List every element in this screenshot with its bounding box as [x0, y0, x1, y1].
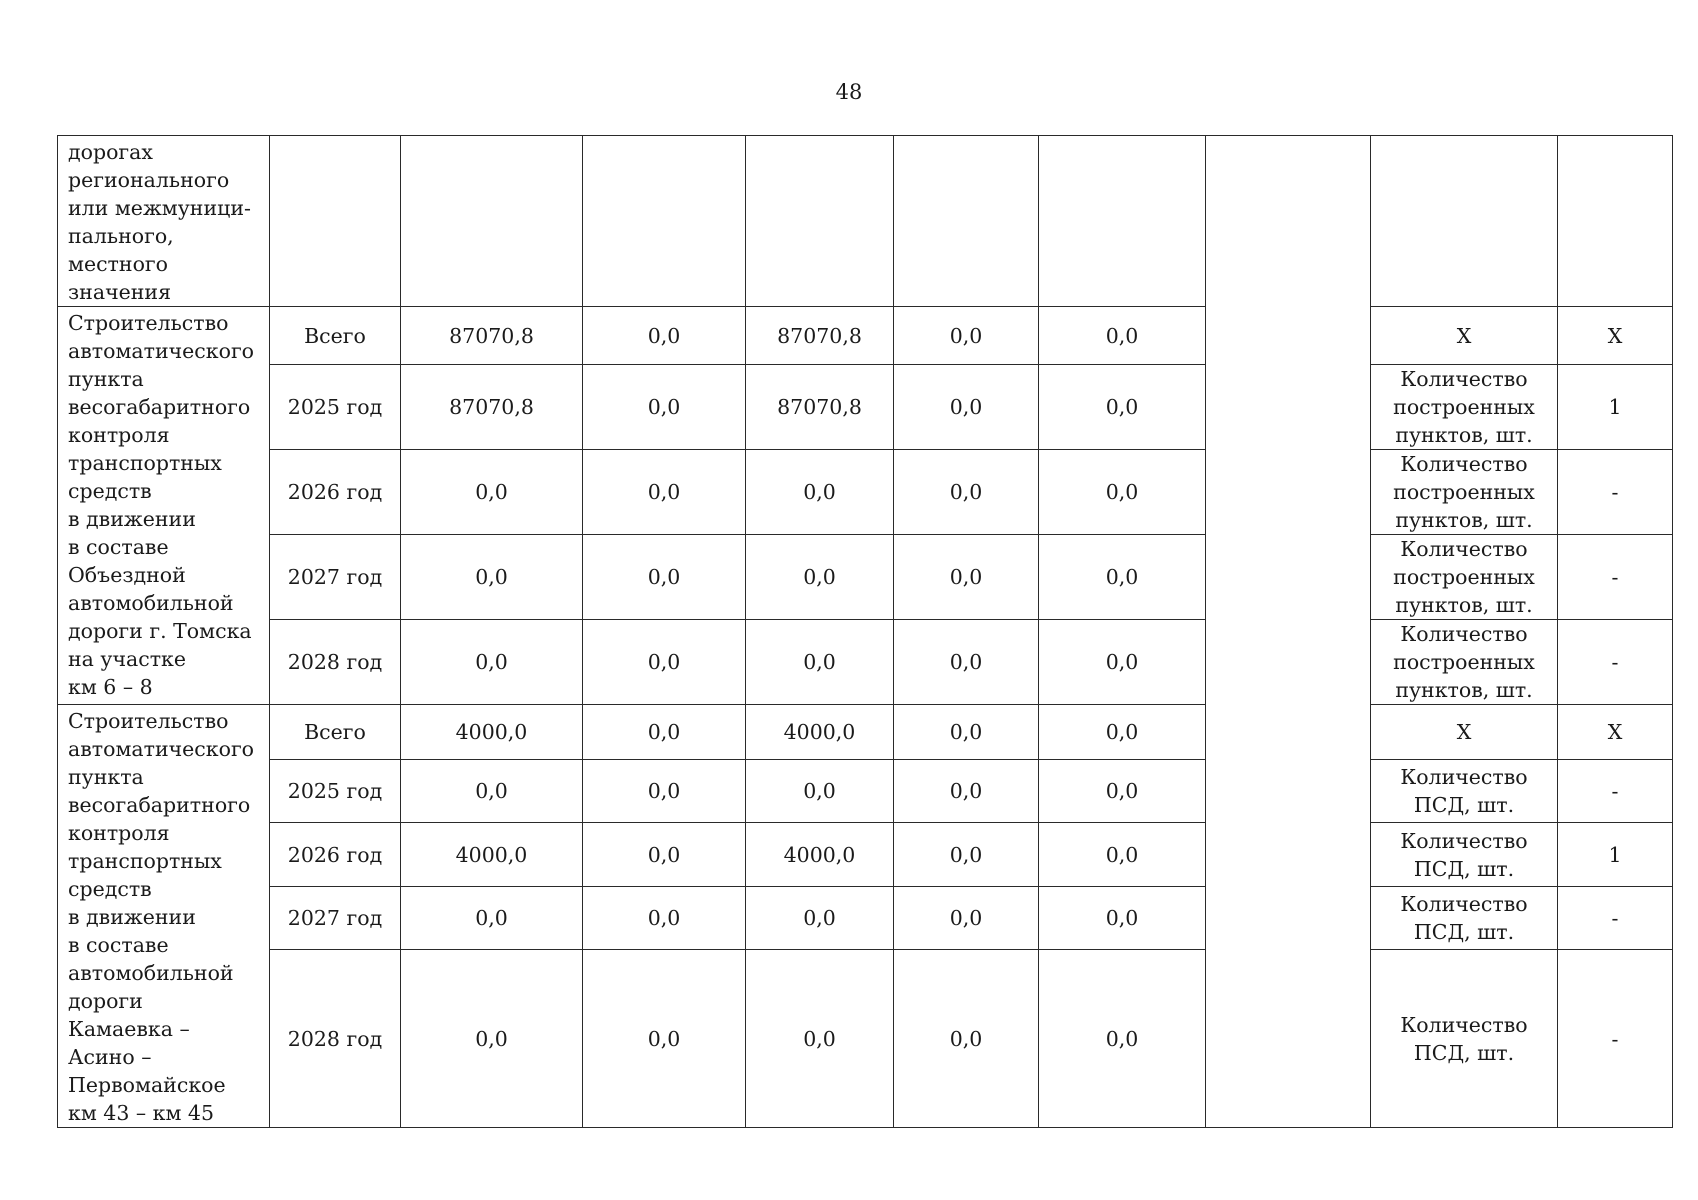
indicator-value-cell: Х	[1558, 307, 1673, 365]
indicator-line: ПСД, шт.	[1413, 856, 1515, 881]
item-name-line: в составе	[68, 933, 169, 957]
indicator-line: ПСД, шт.	[1413, 920, 1515, 945]
total-cell: 0,0	[401, 620, 583, 705]
item-name-line: Камаевка –	[68, 1017, 190, 1041]
table-row	[58, 759, 1673, 823]
empty-cell	[401, 136, 583, 307]
indicator-line: Количество	[1400, 765, 1528, 790]
item-name-line: Строительство	[68, 709, 229, 733]
funding-cell: 0,0	[583, 307, 746, 365]
item-name-line: контроля	[68, 821, 170, 845]
period-cell: 2028 год	[270, 620, 401, 705]
indicator-cell	[1371, 705, 1558, 760]
item-name-line: км 43 – км 45	[68, 1101, 215, 1125]
funding-cell: 0,0	[583, 823, 746, 887]
indicator-line: построенных	[1393, 565, 1535, 589]
budget-table	[57, 135, 1673, 1128]
indicator-line: пунктов, шт.	[1395, 508, 1533, 532]
funding-cell: 0,0	[894, 620, 1039, 705]
funding-cell: 0,0	[1039, 705, 1206, 760]
item-name-line: контроля	[68, 423, 170, 447]
indicator-line: построенных	[1393, 480, 1535, 504]
funding-cell: 0,0	[894, 535, 1039, 620]
funding-cell: 0,0	[894, 823, 1039, 887]
item-name-line: весогабаритного	[68, 793, 251, 817]
indicator-cell	[1371, 307, 1558, 365]
indicator-value-cell: Х	[1558, 705, 1673, 760]
item-name-line: весогабаритного	[68, 395, 251, 419]
total-cell: 0,0	[401, 450, 583, 535]
funding-cell: 0,0	[1039, 950, 1206, 1128]
indicator-value-cell: -	[1558, 759, 1673, 823]
indicator-value-cell: -	[1558, 450, 1673, 535]
total-cell: 87070,8	[401, 365, 583, 450]
funding-cell: 0,0	[746, 950, 894, 1128]
indicator-line: ПСД, шт.	[1413, 793, 1515, 818]
item-name-line: дорогах	[68, 140, 153, 164]
total-cell: 0,0	[401, 759, 583, 823]
item-name-line: или межмуници-	[68, 196, 251, 220]
indicator-cell	[1371, 950, 1558, 1128]
indicator-line: Количество	[1400, 892, 1528, 917]
item-name-line: пункта	[68, 367, 144, 391]
indicator-cell	[1371, 365, 1558, 450]
item-name-line: средств	[68, 877, 152, 901]
funding-cell: 87070,8	[746, 307, 894, 365]
funding-cell: 4000,0	[746, 705, 894, 760]
funding-cell: 87070,8	[746, 365, 894, 450]
indicator-line: Количество	[1400, 367, 1528, 391]
empty-cell	[1039, 136, 1206, 307]
indicator-value-cell: 1	[1558, 823, 1673, 887]
table-row	[58, 365, 1673, 450]
item-name-line: Строительство	[68, 311, 229, 335]
indicator-cell	[1371, 759, 1558, 823]
item-name-line: в движении	[68, 507, 196, 531]
period-cell: 2025 год	[270, 759, 401, 823]
item-name-line: Асино –	[68, 1045, 152, 1069]
funding-cell: 0,0	[583, 886, 746, 950]
empty-cell	[1371, 136, 1558, 307]
funding-cell: 0,0	[894, 307, 1039, 365]
item-name-line: в движении	[68, 905, 196, 929]
item-name-line: пального,	[68, 224, 174, 248]
funding-cell: 0,0	[583, 620, 746, 705]
indicator-cell	[1371, 535, 1558, 620]
item-name-line: местного	[68, 252, 168, 276]
funding-cell: 0,0	[583, 535, 746, 620]
period-cell: 2026 год	[270, 823, 401, 887]
period-cell: 2025 год	[270, 365, 401, 450]
period-cell: 2027 год	[270, 886, 401, 950]
funding-cell: 0,0	[1039, 759, 1206, 823]
indicator-value-cell: -	[1558, 886, 1673, 950]
funding-cell: 0,0	[1039, 307, 1206, 365]
indicator-line: Количество	[1400, 1012, 1528, 1037]
table-row	[58, 705, 1673, 760]
funding-cell: 0,0	[1039, 620, 1206, 705]
item-name-line: дороги	[68, 989, 143, 1013]
indicator-cell	[1371, 450, 1558, 535]
item-name-line: значения	[68, 280, 172, 304]
period-cell: 2026 год	[270, 450, 401, 535]
funding-cell: 0,0	[583, 759, 746, 823]
item-name-line: транспортных	[68, 451, 222, 475]
item-name-line: регионального	[68, 168, 230, 192]
funding-cell: 0,0	[746, 759, 894, 823]
indicator-line: Количество	[1400, 452, 1528, 476]
table-row	[58, 307, 1673, 365]
item-name-line: Первомайское	[68, 1073, 226, 1097]
indicator-line: Х	[1456, 323, 1472, 348]
funding-cell: 0,0	[894, 450, 1039, 535]
period-cell: 2028 год	[270, 950, 401, 1128]
funding-cell: 0,0	[746, 450, 894, 535]
item-name-line: средств	[68, 479, 152, 503]
table-row	[58, 823, 1673, 887]
funding-cell: 0,0	[583, 950, 746, 1128]
funding-cell: 0,0	[1039, 450, 1206, 535]
funding-cell: 0,0	[583, 705, 746, 760]
period-cell: Всего	[270, 307, 401, 365]
table-row	[58, 450, 1673, 535]
page-number: 48	[835, 80, 863, 104]
item-name-line: пункта	[68, 765, 144, 789]
total-cell: 0,0	[401, 950, 583, 1128]
funding-cell: 0,0	[746, 535, 894, 620]
item-name-line: на участке	[68, 647, 187, 671]
funding-cell: 0,0	[894, 365, 1039, 450]
funding-cell: 0,0	[1039, 365, 1206, 450]
indicator-value-cell: -	[1558, 535, 1673, 620]
period-cell: 2027 год	[270, 535, 401, 620]
item-name-cell	[58, 307, 270, 705]
funding-cell: 0,0	[894, 759, 1039, 823]
funding-cell: 0,0	[894, 705, 1039, 760]
total-cell: 87070,8	[401, 307, 583, 365]
table-row	[58, 620, 1673, 705]
table-row	[58, 535, 1673, 620]
indicator-cell	[1371, 823, 1558, 887]
item-name-line: км 6 – 8	[68, 675, 153, 699]
table-body	[58, 136, 1673, 1128]
period-cell: Всего	[270, 705, 401, 760]
funding-cell: 0,0	[1039, 823, 1206, 887]
total-cell: 0,0	[401, 886, 583, 950]
total-cell: 4000,0	[401, 823, 583, 887]
total-cell: 4000,0	[401, 705, 583, 760]
funding-cell: 0,0	[1039, 886, 1206, 950]
empty-cell	[1558, 136, 1673, 307]
merged-empty-column	[1206, 136, 1371, 1128]
funding-cell: 0,0	[583, 365, 746, 450]
indicator-value-cell: 1	[1558, 365, 1673, 450]
funding-cell: 0,0	[583, 450, 746, 535]
indicator-line: пунктов, шт.	[1395, 423, 1533, 447]
indicator-line: Х	[1456, 719, 1472, 744]
table-row	[58, 136, 1673, 307]
indicator-line: ПСД, шт.	[1413, 1040, 1515, 1065]
item-name-line: в составе	[68, 535, 169, 559]
item-name-line: автоматического	[68, 339, 255, 363]
indicator-line: построенных	[1393, 395, 1535, 419]
item-name-line: Объездной	[68, 563, 186, 587]
indicator-line: Количество	[1400, 828, 1528, 853]
item-name-cell	[58, 705, 270, 1128]
table-row	[58, 950, 1673, 1128]
funding-cell: 0,0	[894, 950, 1039, 1128]
item-name-line: автомобильной	[68, 961, 234, 985]
total-cell: 0,0	[401, 535, 583, 620]
indicator-line: пунктов, шт.	[1395, 593, 1533, 617]
table-row	[58, 886, 1673, 950]
indicator-value-cell: -	[1558, 950, 1673, 1128]
indicator-line: построенных	[1393, 650, 1535, 674]
empty-cell	[583, 136, 746, 307]
indicator-cell	[1371, 886, 1558, 950]
funding-cell: 0,0	[1039, 535, 1206, 620]
item-name-line: дороги г. Томска	[68, 619, 252, 643]
item-name-line: автомобильной	[68, 591, 234, 615]
empty-cell	[894, 136, 1039, 307]
indicator-line: Количество	[1400, 537, 1528, 561]
indicator-value-cell: -	[1558, 620, 1673, 705]
empty-cell	[270, 136, 401, 307]
funding-cell: 0,0	[894, 886, 1039, 950]
funding-cell: 4000,0	[746, 823, 894, 887]
indicator-line: Количество	[1400, 622, 1528, 646]
funding-cell: 0,0	[746, 886, 894, 950]
item-name-line: транспортных	[68, 849, 222, 873]
item-name-line: автоматического	[68, 737, 255, 761]
indicator-line: пунктов, шт.	[1395, 678, 1533, 702]
funding-cell: 0,0	[746, 620, 894, 705]
indicator-cell	[1371, 620, 1558, 705]
empty-cell	[746, 136, 894, 307]
item-name-cell	[58, 136, 270, 307]
